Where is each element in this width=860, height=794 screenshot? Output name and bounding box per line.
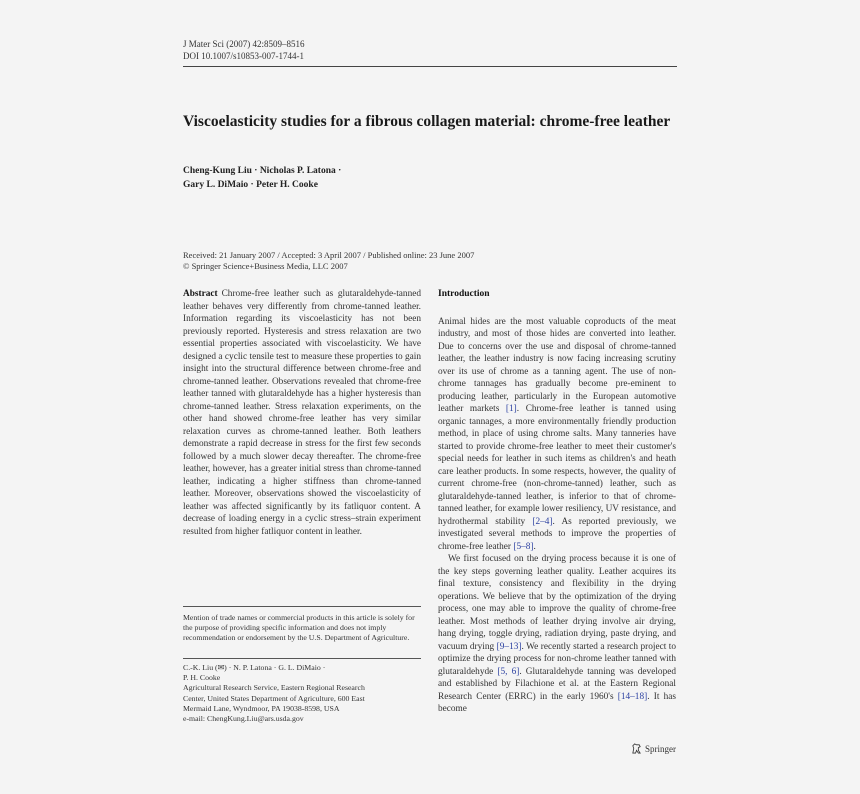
abstract-column (183, 288, 421, 538)
abstract (183, 288, 421, 538)
intro-paragraph (438, 316, 676, 554)
affiliation-line: Mermaid Lane, Wyndmoor, PA 19038-8598, USA (183, 703, 340, 713)
abstract-text: Chrome-free leather such as glutaraldehyde-tanned leather behaves very differently from chrome-tanned leather. Information regarding its viscoelasticity has not been previously reported. Hysteresis and stress relaxation are two essential properties associated with viscoelasticity. We have designed a cyclic tensile test to measure these properties to gain insight into the structural difference between chrome-free and chrome-tanned leather. Observations revealed that chrome-free leather tanned with glutaraldehyde has a higher hysteresis than chrome-tanned leather. Stress relaxation experiments, on the other hand showed chrome-free leather has very similar relaxation curves as chrome-tanned leather. Both leathers demonstrate a rapid decrease in stress for the first few seconds followed by a much slower decay thereafter. The chrome-free leather, however, has a greater initial stress than chrome-tanned leather, indicating a higher stiffness than chrome-tanned leather. Moreover, observations showed the viscoelasticity of leather was affected significantly by its fatliquor content. A decrease of loading energy in a cyclic stress–strain experiment resulted from higher fatliquor content in leather. (183, 289, 421, 537)
author-line: Gary L. DiMaio · Peter H. Cooke (183, 180, 318, 190)
author-line: Cheng-Kung Liu · Nicholas P. Latona · (183, 166, 342, 176)
intro-text: . We recently started a research project to optimize the drying process for non-chrome leather tanned with glutaraldehyde (438, 641, 676, 677)
author-affiliation (183, 658, 421, 724)
publisher-name: Springer (645, 743, 676, 754)
section-heading-introduction: Introduction (438, 289, 490, 299)
intro-text: . As reported previously, we investigated several methods to improve the properties of chrome-free leather (438, 516, 676, 552)
intro-text: . Chrome-free leather is tanned using organic tannages, a more environmentally friendly production method, in place of using chrome salts. Many tanneries have started to provide chrome-free leather to meet their customer's special needs for leather in such items as children's and heath care leather products. In some respects, however, the quality of current chrome-free (non-chrome-tanned) leather, such as glutaraldehyde-tanned leather, is inferior to that of chrome-tanned leather, for example lower resiliency, UV resistance, and hydrothermal stability (438, 404, 676, 527)
intro-text: . Glutaraldehyde tanning was developed and established by Filachione et al. at the Eastern Regional Research Center (ERRC) in the early 1960's (438, 666, 676, 702)
citation-link[interactable]: [1] (505, 404, 517, 414)
springer-horse-icon (631, 743, 642, 754)
affiliation-line: Center, United States Department of Agriculture, 600 East (183, 693, 365, 703)
citation-link[interactable]: [5–8] (513, 541, 534, 552)
journal-citation: J Mater Sci (2007) 42:8509–8516 (183, 39, 305, 49)
article-title: Viscoelasticity studies for a fibrous collagen material: chrome-free leather (183, 113, 671, 130)
intro-paragraph (438, 553, 676, 716)
received-dates: Received: 21 January 2007 / Accepted: 3 April 2007 / Published online: 23 June 2007 (183, 250, 475, 260)
intro-text: . (533, 541, 536, 552)
affiliation-line: Agricultural Research Service, Eastern Regional Research (183, 683, 365, 693)
citation-link[interactable]: [9–13] (496, 641, 522, 652)
disclaimer-footnote: Mention of trade names or commercial products in this article is solely for the purpose of providing specific information and does not imply recommendation or endorsement by the U.S. Department of Agriculture. (183, 606, 421, 643)
abstract-label: Abstract (183, 289, 218, 299)
introduction-column (438, 288, 676, 716)
affiliation-line: P. H. Cooke (183, 673, 221, 683)
citation-link[interactable]: [2–4] (532, 516, 553, 527)
journal-header (183, 38, 305, 62)
affiliation-email[interactable]: e-mail: ChengKung.Liu@ars.usda.gov (183, 714, 304, 724)
citation-link[interactable]: [14–18] (617, 691, 648, 702)
header-rule (183, 66, 677, 67)
doi: DOI 10.1007/s10853-007-1744-1 (183, 51, 304, 61)
intro-text: We first focused on the drying process because it is one of the key steps governing leather quality. Leather acquires its final texture, consistency and flexibility in the drying operations. We believe that by the optimization of the drying process, one may able to improve the quality of chrome-free leather. Most methods of leather drying involve air drying, hang drying, toggle drying, radiation drying, paste drying, and vacuum drying (438, 554, 676, 652)
intro-text: . It has become (438, 691, 676, 714)
publisher-logo (631, 743, 676, 754)
author-list (183, 164, 341, 192)
citation-link[interactable]: [5, 6] (497, 666, 520, 677)
affiliation-line: C.-K. Liu (✉) · N. P. Latona · G. L. DiMaio · (183, 663, 326, 672)
publication-dates (183, 250, 474, 272)
copyright-notice: © Springer Science+Business Media, LLC 2007 (183, 261, 348, 271)
intro-text: Animal hides are the most valuable coproducts of the meat industry, and most of those hides are converted into leather. Due to concerns over the use and disposal of chrome-tanned leather, the leather industry is now facing increasing scrutiny over its use of chrome as a tanning agent. The use of non-chrome tannages has gradually become pre-eminent to producing leather, particularly in the European automotive leather markets (438, 316, 676, 414)
